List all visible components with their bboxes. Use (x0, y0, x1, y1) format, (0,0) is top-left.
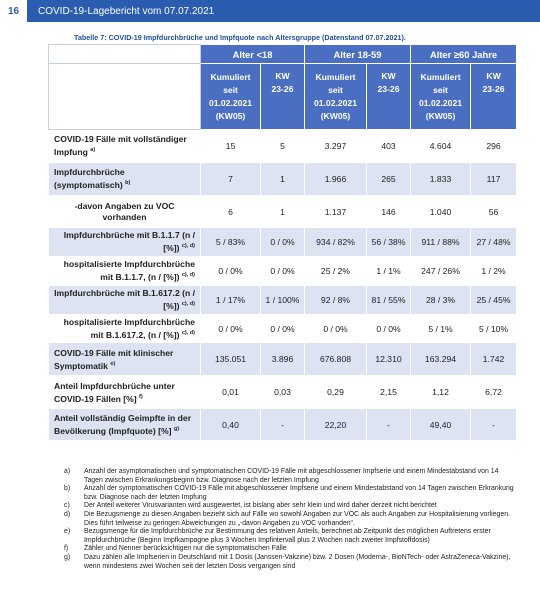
subheader-kw (471, 64, 517, 130)
footnote-text: Bezugsmenge für die Impfdurchbrüche zur Bestimmung des relativen Anteils, berechnet ab Zeitpunkt des möglichen Auftretens erster Impfdurchbrüche (Beginn Impfkampagne plus 3 Wochen Impfintervall plus 2 Wochen nach zweiter Impfstoffdosis) (84, 528, 491, 544)
value-cell: - (471, 409, 517, 441)
row-label (49, 285, 201, 314)
page-header (0, 0, 540, 22)
row-label-text: hospitalisierte Impfdurchbrüche mit B.1.617.2, (n / [%]) (63, 316, 195, 340)
row-label (49, 343, 201, 376)
group-header-18-59: Alter 18-59 (305, 45, 411, 64)
table-row (49, 285, 517, 314)
row-label-text: COVID-19 Fälle mit klinischer Symptomatik (54, 347, 174, 371)
value-cell: 56 / 38% (367, 228, 411, 257)
subheader-line: Kumuliert (315, 71, 356, 82)
value-cell: 676.808 (305, 343, 367, 376)
footnote-ref: c), d) (181, 329, 195, 336)
table-row (49, 196, 517, 228)
subheader-line: Kumuliert (420, 71, 461, 82)
value-cell: 1.833 (411, 163, 471, 196)
footnote-ref: e) (110, 360, 116, 367)
value-cell: 1 / 100% (261, 285, 305, 314)
footnote-text: Die Bezugsmenge zu diesen Angaben bezieht sich auf Fälle wo sowohl Angaben zur VOC als auch Angaben zur Hospitalisierung vorliegen. Dies führt teilweise zu geringen Abweichungen zu „-davon Angaben zu VOC vorhanden“. (84, 510, 510, 527)
row-label-text: COVID-19 Fälle mit vollständiger Impfung (54, 134, 187, 157)
table-row (49, 228, 517, 257)
value-cell: 0,01 (201, 376, 261, 409)
subheader-line: (KW05) (425, 110, 456, 121)
table-row (49, 343, 517, 376)
value-cell: 22,20 (305, 409, 367, 441)
page-number: 16 (0, 0, 28, 22)
footnote-key: d) (64, 510, 71, 518)
row-label-text: hospitalisierte Impfdurchbrüche mit B.1.1.7, (n / [%]) (63, 258, 195, 282)
value-cell: 117 (471, 163, 517, 196)
footnote-text: Zähler und Nenner berücksichtigen nur die symptomatischen Fälle (84, 545, 287, 553)
footnote-ref: b) (125, 180, 131, 187)
value-cell: 0 / 0% (201, 314, 261, 343)
value-cell: 5 (261, 130, 305, 163)
value-cell: 135.051 (201, 343, 261, 376)
subheader-line: (KW05) (320, 110, 351, 121)
footnote-ref: c), d) (181, 271, 195, 278)
footnote-ref: c), d) (181, 243, 195, 249)
value-cell: 5 / 1% (411, 314, 471, 343)
footnote (48, 468, 518, 485)
footnote-ref: c), d) (181, 300, 195, 307)
subheader-line: 01.02.2021 (419, 97, 463, 108)
value-cell: 12.310 (367, 343, 411, 376)
table-row (49, 256, 517, 285)
period-header-row (49, 64, 517, 130)
value-cell: 6 (201, 196, 261, 228)
subheader-line: KW (381, 71, 396, 81)
value-cell: 265 (367, 163, 411, 196)
row-label-text: Impfdurchbrüche mit B.1.1.7 (n / [%]) (63, 230, 195, 253)
value-cell: 81 / 55% (367, 285, 411, 314)
value-cell: 1.137 (305, 196, 367, 228)
table-row (49, 409, 517, 441)
value-cell: 25 / 2% (305, 256, 367, 285)
subheader-cumulative (201, 64, 261, 130)
table-caption: Tabelle 7: COVID-19 Impfdurchbrüche und Impfquote nach Altersgruppe (Datenstand 07.07.2021). (74, 33, 406, 42)
footnote-key: e) (64, 528, 71, 536)
value-cell: 15 (201, 130, 261, 163)
value-cell: 1 / 17% (201, 285, 261, 314)
value-cell: 92 / 8% (305, 285, 367, 314)
row-label (49, 163, 201, 196)
value-cell: 6,72 (471, 376, 517, 409)
subheader-line: 01.02.2021 (208, 97, 252, 108)
value-cell: 296 (471, 130, 517, 163)
value-cell: 2,15 (367, 376, 411, 409)
group-header-under18: Alter <18 (201, 45, 305, 64)
value-cell: 0 / 0% (305, 314, 367, 343)
value-cell: 4.604 (411, 130, 471, 163)
value-cell: 163.294 (411, 343, 471, 376)
footnote (48, 502, 518, 511)
subheader-kw (261, 64, 305, 130)
footnote-ref: g) (173, 426, 180, 432)
age-group-header-row (49, 45, 517, 64)
row-label (49, 130, 201, 163)
row-label-text: Impfdurchbrüche (symptomatisch) (54, 167, 125, 190)
footnote-ref: a) (90, 147, 96, 154)
footnote-key: g) (64, 553, 71, 561)
value-cell: 0,29 (305, 376, 367, 409)
subheader-line: 23-26 (271, 84, 294, 94)
subheader-line: seit (223, 84, 238, 95)
subheader-line: KW (275, 71, 290, 81)
value-cell: 1 (261, 196, 305, 228)
row-label (49, 228, 201, 257)
footnote-text: Der Anteil weiterer Virusvarianten wird ausgewertet, ist bislang aber sehr klein und wird daher derzeit nicht berichtet (84, 502, 437, 510)
table-row (49, 163, 517, 196)
value-cell: 56 (471, 196, 517, 228)
footnote-text: Anzahl der asymptomatischen und symptomatischen COVID-19 Fälle mit abgeschlossener Impfserie und einem Mindestabstand von 14 Tagen zwischen Erkrankungsbeginn bzw. Diagnose nach der letzten Impfung (84, 468, 499, 484)
value-cell: 146 (367, 196, 411, 228)
value-cell: 0,03 (261, 376, 305, 409)
table-row (49, 376, 517, 409)
footnote (48, 511, 518, 528)
value-cell: 3.297 (305, 130, 367, 163)
subheader-line: seit (328, 84, 343, 95)
value-cell: 0 / 0% (261, 228, 305, 257)
group-header-60plus: Alter ≥60 Jahre (411, 45, 517, 64)
table-row (49, 130, 517, 163)
footnote (48, 554, 518, 571)
value-cell: 1.742 (471, 343, 517, 376)
subheader-cumulative (305, 64, 367, 130)
footnote-ref: f) (139, 393, 143, 400)
subheader-line: (KW05) (215, 110, 246, 121)
value-cell: 403 (367, 130, 411, 163)
value-cell: 5 / 10% (471, 314, 517, 343)
footnote-text: Anzahl der symptomatischen COVID-19 Fälle mit abgeschlossener Impfserie und einem Mindestabstand von 14 Tagen zwischen Erkrankung bzw. Diagnose nach der letzten Impfung (84, 485, 514, 501)
value-cell: 27 / 48% (471, 228, 517, 257)
value-cell: 28 / 3% (411, 285, 471, 314)
subheader-line: seit (433, 84, 448, 95)
footnotes (48, 468, 518, 571)
row-label (49, 409, 201, 441)
row-label-text: Impfdurchbrüche mit B.1.617.2 (n / [%]) (54, 287, 195, 311)
value-cell: 1 / 1% (367, 256, 411, 285)
value-cell: 1,12 (411, 376, 471, 409)
subheader-line: 23-26 (482, 84, 505, 94)
value-cell: 49,40 (411, 409, 471, 441)
footnote (48, 545, 518, 554)
footnote (48, 485, 518, 502)
subheader-line: KW (486, 71, 501, 81)
row-label (49, 314, 201, 343)
row-label (49, 256, 201, 285)
value-cell: 7 (201, 163, 261, 196)
running-title: COVID-19-Lagebericht vom 07.07.2021 (28, 0, 540, 22)
value-cell: 1 / 2% (471, 256, 517, 285)
value-cell: 25 / 45% (471, 285, 517, 314)
subheader-kw (367, 64, 411, 130)
value-cell: 247 / 26% (411, 256, 471, 285)
header-corner (49, 45, 201, 64)
footnote-key: c) (64, 502, 70, 510)
subheader-cumulative (411, 64, 471, 130)
subheader-line: 01.02.2021 (313, 97, 357, 108)
header-corner-sub (49, 64, 201, 130)
value-cell: - (261, 409, 305, 441)
row-label-text: Anteil Impfdurchbrüche unter COVID-19 Fällen [%] (54, 380, 175, 404)
table-row (49, 314, 517, 343)
subheader-line: 23-26 (377, 84, 400, 94)
value-cell: 911 / 88% (411, 228, 471, 257)
value-cell: 3.896 (261, 343, 305, 376)
row-label-text: -davon Angaben zu VOC vorhanden (74, 200, 175, 222)
footnote-text: Dazu zählen alle Impfserien in Deutschland mit 1 Dosis (Janssen-Vakzine) bzw. 2 Dosen (Moderna-, BioNTech- oder AstraZeneca-Vakzine), wenn mindestens zwei Wochen seit der letzten Dosis vergangen sind (84, 553, 511, 570)
vaccination-breakthrough-table (48, 44, 517, 441)
table-body (49, 130, 517, 441)
subheader-line: Kumuliert (210, 71, 251, 82)
value-cell: 934 / 82% (305, 228, 367, 257)
value-cell: 1.040 (411, 196, 471, 228)
value-cell: 0 / 0% (201, 256, 261, 285)
value-cell: 0 / 0% (261, 256, 305, 285)
footnote-key: a) (64, 468, 71, 475)
value-cell: 5 / 83% (201, 228, 261, 257)
footnote-key: f) (64, 545, 69, 553)
footnote-key: b) (64, 485, 71, 493)
value-cell: 1 (261, 163, 305, 196)
value-cell: 0,40 (201, 409, 261, 441)
row-label-text: Anteil vollständig Geimpfte in der Bevölkerung (Impfquote) [%] (54, 413, 192, 436)
footnote (48, 528, 518, 545)
value-cell: 0 / 0% (367, 314, 411, 343)
value-cell: 1.966 (305, 163, 367, 196)
value-cell: - (367, 409, 411, 441)
row-label (49, 196, 201, 228)
value-cell: 0 / 0% (261, 314, 305, 343)
row-label (49, 376, 201, 409)
